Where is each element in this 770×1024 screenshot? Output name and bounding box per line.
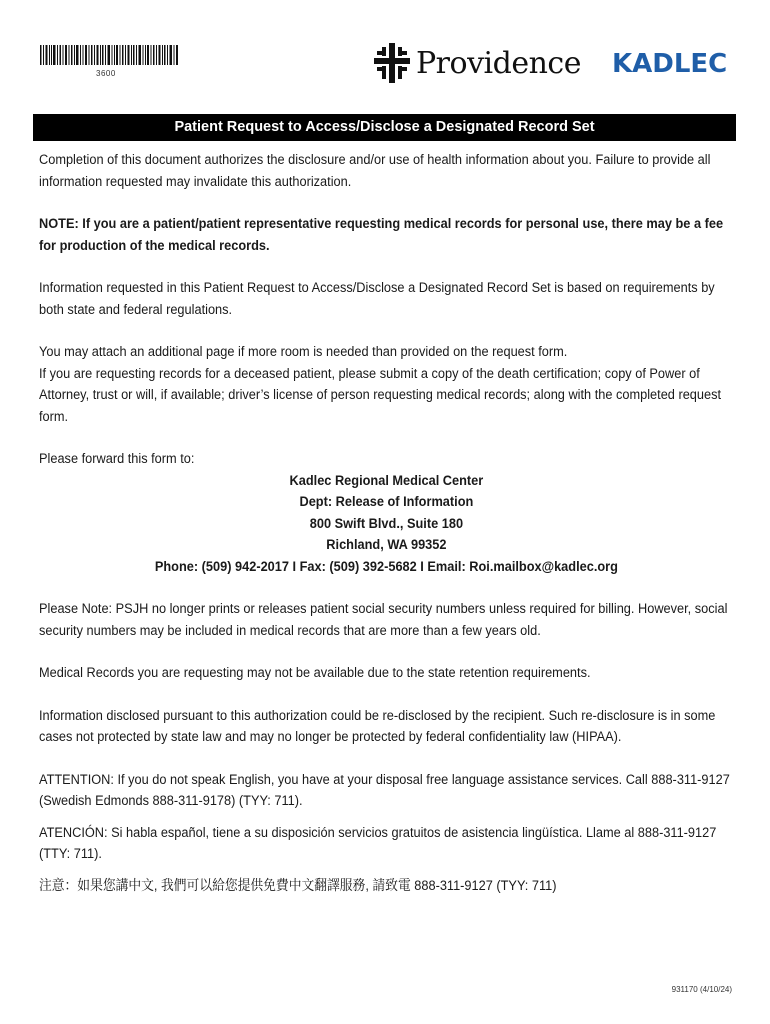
address-contact: Phone: (509) 942-2017 I Fax: (509) 392-5682 I Email: Roi.mailbox@kadlec.org [154,558,618,575]
attention-spanish: ATENCIÓN: Si habla español, tiene a su disposición servicios gratuitos de asistencia lingüística. Llame al 888-311-9127 (TTY: 711). [39,824,717,862]
intro-paragraph: Completion of this document authorizes the disclosure and/or use of health information about you. Failure to provide all information requested may invalidate this authorization. [39,152,711,190]
attention-english: ATTENTION: If you do not speak English, you have at your disposal free language assistance services. Call 888-311-9127 (Swedish Edmonds 888-311-9178) (TYY: 711). [39,771,730,809]
mailing-address [39,471,734,579]
form-code: 931170 (4/10/24) [671,985,732,994]
redisclosure-paragraph: Information disclosed pursuant to this authorization could be re-disclosed by the recipient. Such re-disclosure is in some cases not protected by state law and may no longer be protected by federal confidentiality law (HIPAA). [39,707,716,745]
providence-logo [374,42,581,84]
language-assistance [39,770,734,898]
providence-cross-icon [374,43,410,83]
fee-note: NOTE: If you are a patient/patient representative requesting medical records for personal use, there may be a fee for production of the medical records. [39,216,724,254]
retention-paragraph: Medical Records you are requesting may not be available due to the state retention requirements. [39,665,591,681]
barcode-image [40,45,178,65]
barcode-block [40,45,180,78]
address-city: Richland, WA 99352 [326,537,447,553]
form-title: Patient Request to Access/Disclose a Designated Record Set [33,114,736,141]
providence-wordmark: Providence [416,45,581,81]
ssn-note: Please Note: PSJH no longer prints or releases patient social security numbers unless required for billing. However, social security numbers may be included in medical records that are more than a few years old. [39,601,728,639]
regulations-paragraph: Information requested in this Patient Request to Access/Disclose a Designated Record Set is based on requirements by both state and federal regulations. [39,280,715,318]
deceased-paragraph: If you are requesting records for a deceased patient, please submit a copy of the death certification; copy of Power of Attorney, trust or will, if available; driver’s license of person requesting medical records; along with the completed request form. [39,365,722,425]
address-street: 800 Swift Blvd., Suite 180 [309,515,464,532]
barcode-number: 3600 [96,69,116,78]
attach-paragraph: You may attach an additional page if more room is needed than provided on the request form. [39,344,568,360]
address-name: Kadlec Regional Medical Center [289,472,484,489]
attention-chinese: 注意：如果您講中文, 我們可以給您提供免費中文翻譯服務, 請致電 888-311-9127 (TYY: 711) [39,877,557,894]
address-dept: Dept: Release of Information [299,494,474,510]
forward-label: Please forward this form to: [39,451,195,467]
form-body [39,150,734,907]
kadlec-logo: KADLEC [612,49,728,79]
